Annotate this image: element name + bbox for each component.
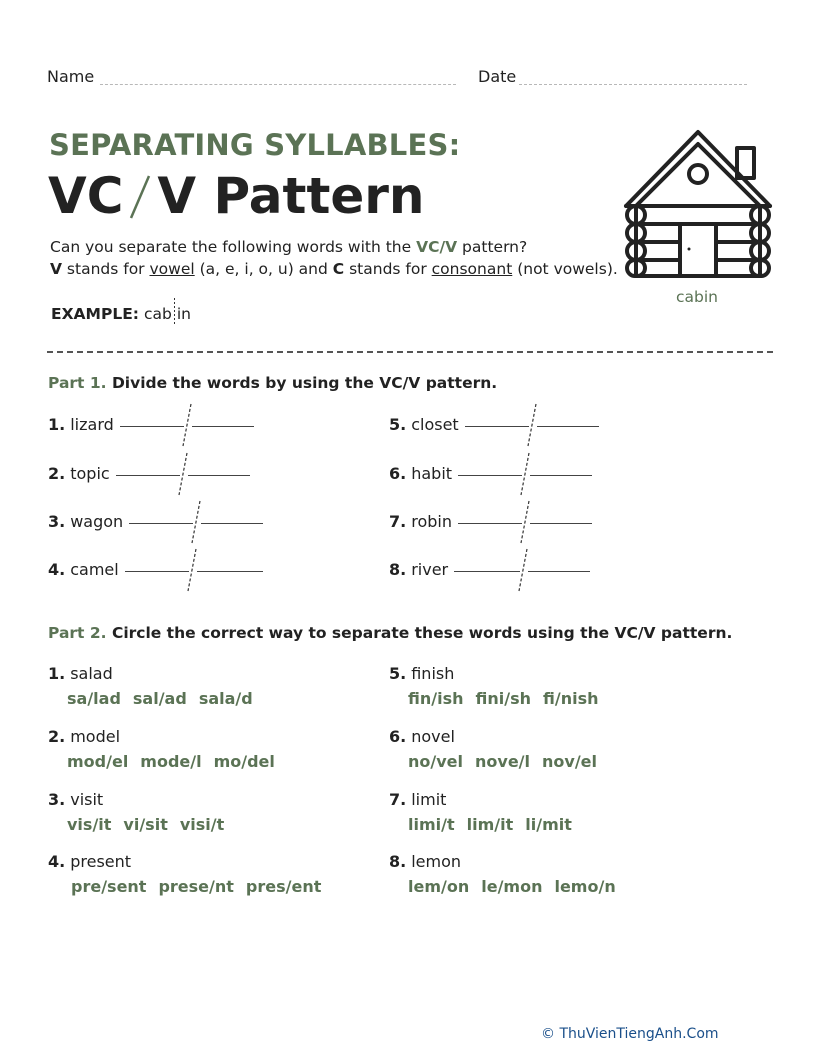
item-word: model [70, 727, 121, 746]
part2-word-row [389, 852, 628, 871]
syllable-choice[interactable]: vi/sit [123, 815, 168, 834]
item-number: 5. [389, 414, 407, 434]
syllable-blanks[interactable] [125, 559, 265, 579]
syllable-blanks[interactable] [465, 414, 601, 434]
syllable-choice[interactable]: fin/ish [408, 689, 464, 708]
syllable-choice[interactable]: vis/it [67, 815, 112, 834]
syllable-choice[interactable]: pres/ent [245, 877, 322, 896]
item-word: limit [411, 790, 447, 809]
syllable-blanks[interactable] [116, 463, 252, 483]
item-number: 1. [48, 664, 66, 683]
syllable-blanks[interactable] [454, 559, 592, 579]
part2-word-row [48, 727, 287, 746]
item-number: 2. [48, 463, 66, 483]
part2-word-row [389, 664, 611, 683]
worksheet-subtitle: SEPARATING SYLLABLES: [49, 128, 461, 162]
example-left: cab [143, 305, 172, 323]
item-number: 8. [389, 559, 407, 579]
part2-item [48, 852, 333, 896]
item-word: novel [411, 727, 455, 746]
item-number: 6. [389, 727, 407, 746]
item-number: 5. [389, 664, 407, 683]
item-number: 8. [389, 852, 407, 871]
syllable-choice[interactable]: le/mon [481, 877, 543, 896]
part2-word-row [48, 790, 236, 809]
part2-title [48, 624, 732, 642]
item-word: topic [70, 463, 110, 483]
item-word: habit [411, 463, 453, 483]
syllable-choice[interactable]: sala/d [198, 689, 253, 708]
part2-item [48, 727, 287, 771]
syllable-choice[interactable]: sa/lad [67, 689, 121, 708]
item-number: 7. [389, 511, 407, 531]
intro-v: V [50, 260, 62, 278]
part2-label: Part 2. [48, 624, 107, 642]
syllable-choice[interactable]: nove/l [475, 752, 530, 771]
item-number: 1. [48, 414, 66, 434]
intro-pattern: VC/V [416, 238, 458, 256]
syllable-choice[interactable]: fini/sh [475, 689, 531, 708]
item-number: 2. [48, 727, 66, 746]
part1-item [48, 511, 265, 531]
part2-item [389, 790, 584, 834]
choice-row [67, 689, 265, 708]
syllable-blanks[interactable] [129, 511, 265, 531]
item-number: 7. [389, 790, 407, 809]
choice-row [408, 815, 584, 834]
syllable-choice[interactable]: mod/el [67, 752, 129, 771]
item-word: camel [70, 559, 119, 579]
syllable-choice[interactable]: mode/l [140, 752, 202, 771]
item-word: wagon [70, 511, 124, 531]
section-divider [47, 351, 773, 353]
syllable-choice[interactable]: sal/ad [132, 689, 187, 708]
example-label: EXAMPLE: [51, 305, 139, 323]
example-right: in [176, 305, 191, 323]
part2-word-row [389, 727, 609, 746]
date-label: Date [478, 67, 517, 86]
item-word: salad [70, 664, 113, 683]
syllable-choice[interactable]: mo/del [213, 752, 275, 771]
choice-row [408, 689, 611, 708]
title-pattern: V Pattern [157, 167, 425, 225]
syllable-choice[interactable]: nov/el [542, 752, 597, 771]
part1-item [48, 463, 252, 483]
item-word: closet [411, 414, 459, 434]
title-slash-icon [125, 172, 155, 220]
part1-item [48, 414, 256, 434]
item-word: river [411, 559, 449, 579]
part1-title [48, 374, 497, 392]
syllable-choice[interactable]: no/vel [408, 752, 463, 771]
item-word: lemon [411, 852, 462, 871]
item-number: 6. [389, 463, 407, 483]
syllable-choice[interactable]: limi/t [408, 815, 455, 834]
choice-row [71, 877, 333, 896]
intro-text-c: stands for [62, 260, 150, 278]
name-field[interactable] [100, 84, 456, 85]
item-word: visit [70, 790, 104, 809]
syllable-choice[interactable]: lemo/n [554, 877, 616, 896]
item-number: 4. [48, 559, 66, 579]
footer-credit: © ThuVienTiengAnh.Com [541, 1026, 719, 1042]
item-word: lizard [70, 414, 114, 434]
part1-instruction: Divide the words by using the VC/V pattern. [111, 374, 498, 392]
part2-word-row [48, 852, 333, 871]
choice-row [67, 815, 236, 834]
part1-item [48, 559, 265, 579]
intro-text-e: stands for [344, 260, 432, 278]
part1-label: Part 1. [48, 374, 107, 392]
choice-row [408, 752, 609, 771]
part2-word-row [389, 790, 584, 809]
date-field[interactable] [519, 84, 747, 85]
item-word: finish [411, 664, 455, 683]
name-label: Name [47, 67, 95, 86]
cabin-caption: cabin [676, 288, 718, 306]
item-number: 3. [48, 790, 66, 809]
syllable-choice[interactable]: prese/nt [158, 877, 234, 896]
syllable-choice[interactable]: lem/on [408, 877, 470, 896]
intro-text-d: (a, e, i, o, u) and [194, 260, 333, 278]
part2-item [389, 852, 628, 896]
intro-vowel: vowel [149, 260, 195, 278]
syllable-blanks[interactable] [458, 463, 594, 483]
item-number: 3. [48, 511, 66, 531]
title-vc: VC [48, 167, 124, 225]
syllable-choice[interactable]: visi/t [179, 815, 225, 834]
part2-item [48, 790, 236, 834]
intro-line-2 [50, 258, 620, 280]
part2-item [389, 664, 611, 708]
example [51, 302, 191, 326]
intro-text-a: Can you separate the following words with the [50, 238, 417, 256]
syllable-choice[interactable]: lim/it [466, 815, 514, 834]
part1-item [389, 559, 592, 579]
syllable-choice[interactable]: fi/nish [543, 689, 599, 708]
part1-item [389, 414, 601, 434]
intro-text-f: (not vowels). [512, 260, 618, 278]
part2-item [389, 727, 609, 771]
intro-c: C [332, 260, 345, 278]
worksheet-title [48, 168, 425, 224]
intro-line-1 [50, 236, 620, 258]
part2-instruction: Circle the correct way to separate these words using the VC/V pattern. [111, 624, 733, 642]
item-word: robin [411, 511, 452, 531]
part1-item [389, 463, 594, 483]
part2-item [48, 664, 265, 708]
intro-text [50, 236, 620, 280]
choice-row [408, 877, 628, 896]
part2-word-row [48, 664, 265, 683]
item-number: 4. [48, 852, 66, 871]
syllable-blanks[interactable] [458, 511, 594, 531]
syllable-choice[interactable]: li/mit [525, 815, 572, 834]
item-word: present [70, 852, 132, 871]
part1-item [389, 511, 594, 531]
syllable-blanks[interactable] [120, 414, 256, 434]
example-divider-icon [172, 302, 177, 326]
syllable-choice[interactable]: pre/sent [71, 877, 147, 896]
intro-text-b: pattern? [457, 238, 528, 256]
log-cabin-icon [622, 126, 774, 281]
choice-row [67, 752, 287, 771]
intro-consonant: consonant [431, 260, 513, 278]
